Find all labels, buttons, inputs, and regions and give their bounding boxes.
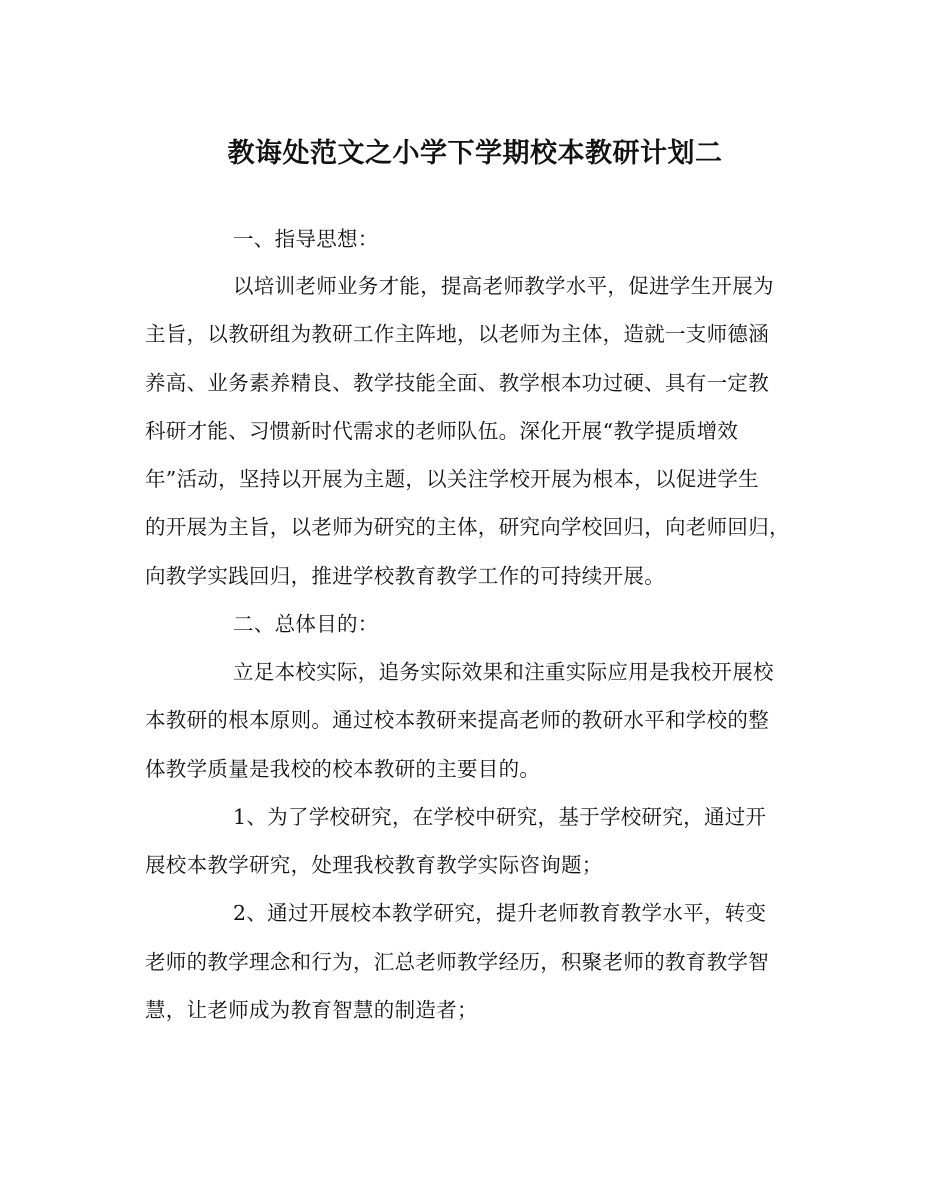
paragraph-line: 展校本教学研究，处理我校教育教学实际咨询题；	[145, 853, 603, 877]
document-title: 教诲处范文之小学下学期校本教研计划二	[227, 138, 723, 169]
paragraph-line: 老师的教学理念和行为，汇总老师教学经历，积聚老师的教育教学智	[145, 950, 769, 974]
paragraph-line: 本教研的根本原则。通过校本教研来提高老师的教研水平和学校的整	[145, 708, 769, 732]
paragraph-line: 立足本校实际，追务实际效果和注重实际应用是我校开展校	[233, 660, 774, 684]
paragraph-line: 养高、业务素养精良、教学技能全面、教学根本功过硬、具有一定教	[145, 371, 769, 395]
paragraph-line: 科研才能、习惯新时代需求的老师队伍。深化开展“教学提质增效	[145, 419, 739, 443]
list-item-1: 1、为了学校研究，在学校中研究，基于学校研究，通过开	[233, 805, 767, 829]
paragraph-line: 向教学实践回归，推进学校教育教学工作的可持续开展。	[145, 564, 665, 588]
paragraph-line: 年”活动，坚持以开展为主题，以关注学校开展为根本，以促进学生	[145, 467, 759, 491]
section-heading-overall-goal: 二、总体目的：	[233, 612, 379, 636]
list-item-2: 2、通过开展校本教学研究，提升老师教育教学水平，转变	[233, 901, 767, 925]
paragraph-line: 以培训老师业务才能，提高老师教学水平，促进学生开展为	[233, 274, 774, 298]
paragraph-line: 体教学质量是我校的校本教研的主要目的。	[145, 757, 541, 781]
paragraph-line: 慧，让老师成为教育智慧的制造者；	[145, 998, 478, 1022]
paragraph-line: 主旨，以教研组为教研工作主阵地，以老师为主体，造就一支师德涵	[145, 322, 769, 346]
paragraph-line: 的开展为主旨，以老师为研究的主体，研究向学校回归，向老师回归，	[145, 515, 790, 539]
section-heading-guiding-thought: 一、指导思想：	[233, 227, 379, 251]
